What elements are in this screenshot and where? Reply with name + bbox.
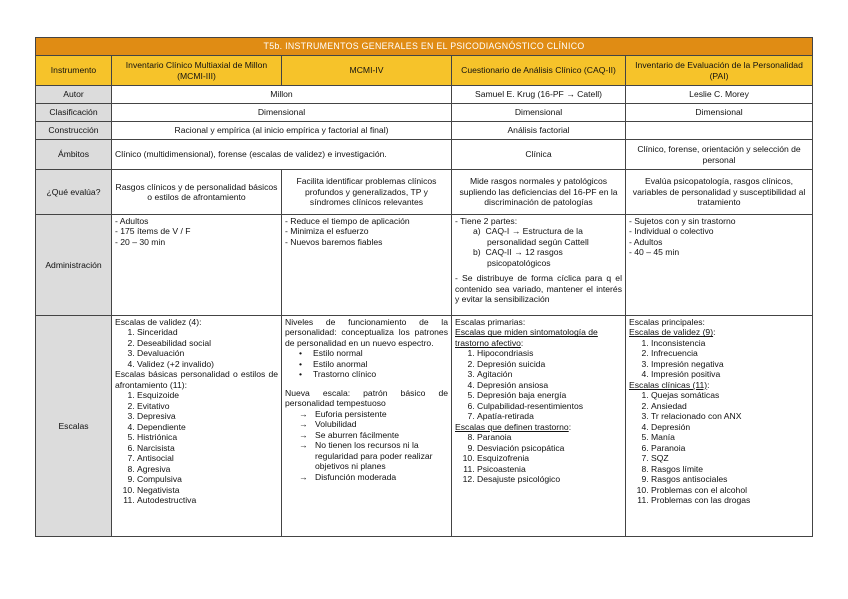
instruments-table: [35, 37, 813, 537]
mcmi4-nueva-list: [285, 409, 448, 482]
clasificacion-millon: Dimensional: [112, 104, 452, 122]
caq-trastorno-heading: Escalas que definen trastorno:: [455, 421, 572, 432]
list-item: 2. Ansiedad: [651, 401, 809, 411]
list-item: 7. Antisocial: [137, 453, 278, 463]
label-construccion: Construcción: [36, 122, 112, 140]
list-item: • Estilo anormal: [299, 359, 448, 369]
clasificacion-pai: Dimensional: [626, 104, 813, 122]
label-clasificacion: Clasificación: [36, 104, 112, 122]
label-autor: Autor: [36, 86, 112, 104]
escalas-mcmi4: [282, 316, 452, 537]
list-item: 10. Negativista: [137, 485, 278, 495]
list-item: 10. Problemas con el alcohol: [651, 485, 809, 495]
header-instrumento: Instrumento: [36, 56, 112, 86]
list-item: 2. Deseabilidad social: [137, 338, 278, 348]
list-item: 1. Hipocondriasis: [477, 348, 622, 358]
que-pai: Evalúa psicopatología, rasgos clínicos, variables de personalidad y susceptibilidad al tratamiento: [626, 170, 813, 215]
list-item: 3. Agitación: [477, 369, 622, 379]
autor-pai: Leslie C. Morey: [626, 86, 813, 104]
escalas-caq: [452, 316, 626, 537]
admin-caq: [452, 215, 626, 316]
list-item: 9. Desviación psicopática: [477, 443, 622, 453]
part-text: CAQ-I → Estructura de la personalidad según Cattell: [485, 226, 589, 247]
row-ambitos: [36, 140, 813, 170]
autor-caq: Samuel E. Krug (16-PF → Catell): [452, 86, 626, 104]
row-construccion: [36, 122, 813, 140]
pai-principales: Escalas principales:: [629, 317, 705, 327]
list-item: 5. Histriónica: [137, 432, 278, 442]
que-mcmi4: Facilita identificar problemas clínicos profundos y generalizados, TP y síndromes clínicos relevantes: [282, 170, 452, 215]
escalas-millon: [112, 316, 282, 537]
list-item: → Disfunción moderada: [299, 472, 448, 482]
list-item: 4. Depresión ansiosa: [477, 380, 622, 390]
list-item: 6. Paranoia: [651, 443, 809, 453]
list-item: 6. Culpabilidad-resentimientos: [477, 401, 622, 411]
list-item: - Adultos: [629, 237, 809, 247]
list-item: 11. Problemas con las drogas: [651, 495, 809, 505]
list-item: 6. Narcisista: [137, 443, 278, 453]
list-item: → Volubilidad: [299, 419, 448, 429]
list-item: - Tiene 2 partes:: [455, 216, 622, 226]
list-item: - 20 – 30 min: [115, 237, 278, 247]
pai-clinicas-heading: Escalas clínicas (11):: [629, 379, 710, 390]
list-item: 4. Validez (+2 invalido): [137, 359, 278, 369]
list-item: - 175 ítems de V / F: [115, 226, 278, 236]
list-item: 4. Depresión: [651, 422, 809, 432]
pai-validez-heading: Escalas de validez (9):: [629, 327, 716, 338]
millon-validez-title: Escalas de validez (4):: [115, 317, 202, 327]
list-item: → Se aburren fácilmente: [299, 430, 448, 440]
construccion-caq: Análisis factorial: [452, 122, 626, 140]
list-item: 7. Apatía-retirada: [477, 411, 622, 421]
list-item: 1. Inconsistencia: [651, 338, 809, 348]
construccion-millon: Racional y empírica (al inicio empírica y factorial al final): [112, 122, 452, 140]
list-item: 5. Manía: [651, 432, 809, 442]
escalas-pai: [626, 316, 813, 537]
list-item: 1. Sinceridad: [137, 327, 278, 337]
list-item: - Minimiza el esfuerzo: [285, 226, 448, 236]
row-que-evalua: [36, 170, 813, 215]
list-item: 2. Infrecuencia: [651, 348, 809, 358]
construccion-pai: [626, 122, 813, 140]
millon-basicas-title: Escalas básicas personalidad o estilos de afrontamiento (11):: [115, 369, 278, 390]
row-escalas: [36, 316, 813, 537]
label-que-evalua: ¿Qué evalúa?: [36, 170, 112, 215]
admin-mcmi4: [282, 215, 452, 316]
list-item: 3. Impresión negativa: [651, 359, 809, 369]
list-item: 4. Impresión positiva: [651, 369, 809, 379]
pai-clinicas-list: [629, 390, 809, 505]
que-millon: Rasgos clínicos y de personalidad básicos o estilos de afrontamiento: [112, 170, 282, 215]
list-item: 9. Compulsiva: [137, 474, 278, 484]
header-pai: Inventario de Evaluación de la Personalidad (PAI): [626, 56, 813, 86]
list-item: 2. Evitativo: [137, 401, 278, 411]
ambitos-millon: Clínico (multidimensional), forense (escalas de validez) e investigación.: [112, 140, 452, 170]
list-item: - 40 – 45 min: [629, 247, 809, 257]
ambitos-caq: Clínica: [452, 140, 626, 170]
millon-validez-list: [115, 327, 278, 369]
que-caq: Mide rasgos normales y patológicos supliendo las deficiencias del 16-PF en la discriminación de patologías: [452, 170, 626, 215]
list-item: - Nuevos baremos fiables: [285, 237, 448, 247]
list-item: 3. Tr relacionado con ANX: [651, 411, 809, 421]
ambitos-pai: Clínico, forense, orientación y selección de personal: [626, 140, 813, 170]
list-item: 8. Agresiva: [137, 464, 278, 474]
list-item: - Adultos: [115, 216, 278, 226]
list-item: 12. Desajuste psicológico: [477, 474, 622, 484]
label-escalas: Escalas: [36, 316, 112, 537]
admin-millon: [112, 215, 282, 316]
caq-primarias: Escalas primarias:: [455, 317, 526, 327]
row-autor: [36, 86, 813, 104]
list-item: 11. Autodestructiva: [137, 495, 278, 505]
pai-clinicas-title: Escalas clínicas (11): [629, 379, 708, 390]
list-item: 5. Depresión baja energía: [477, 390, 622, 400]
caq-afectivo-list: [455, 348, 622, 421]
list-item: → Euforia persistente: [299, 409, 448, 419]
list-item: • Estilo normal: [299, 348, 448, 358]
pai-validez-list: [629, 338, 809, 380]
mcmi4-niveles: Niveles de funcionamiento de la personalidad: conceptualiza los patrones de personalidad en un nuevo espectro.: [285, 317, 448, 348]
header-caq: Cuestionario de Análisis Clínico (CAQ-II): [452, 56, 626, 86]
caq-parts: [455, 226, 622, 268]
part-letter: b): [473, 247, 481, 258]
clasificacion-caq: Dimensional: [452, 104, 626, 122]
autor-millon: Millon: [112, 86, 452, 104]
caq-note: - Se distribuye de forma cíclica para q el contenido sea variado, mantener el interés y evitar la sensibilización: [455, 273, 622, 305]
mcmi4-niveles-list: [285, 348, 448, 379]
header-millon: Inventario Clínico Multiaxial de Millon (MCMI-III): [112, 56, 282, 86]
list-item: - Sujetos con y sin trastorno: [629, 216, 809, 226]
list-item: 3. Depresiva: [137, 411, 278, 421]
table-title: T5b. INSTRUMENTOS GENERALES EN EL PSICODIAGNÓSTICO CLÍNICO: [36, 38, 813, 56]
row-administracion: [36, 215, 813, 316]
caq-afectivo-title: Escalas que miden sintomatología de trastorno afectivo: [455, 327, 598, 348]
list-item: 8. Rasgos límite: [651, 464, 809, 474]
caq-part-b: [463, 247, 622, 268]
list-item: • Trastorno clínico: [299, 369, 448, 379]
caq-part-a: [463, 226, 622, 247]
header-mcmi4: MCMI-IV: [282, 56, 452, 86]
list-item: 4. Dependiente: [137, 422, 278, 432]
part-text: CAQ-II → 12 rasgos psicopatológicos: [485, 247, 563, 268]
label-ambitos: Ámbitos: [36, 140, 112, 170]
admin-pai: [626, 215, 813, 316]
list-item: - Individual o colectivo: [629, 226, 809, 236]
caq-afectivo-heading: Escalas que miden sintomatología de trastorno afectivo:: [455, 327, 598, 348]
list-item: 1. Esquizoide: [137, 390, 278, 400]
millon-basicas-list: [115, 390, 278, 505]
list-item: - Reduce el tiempo de aplicación: [285, 216, 448, 226]
list-item: 3. Devaluación: [137, 348, 278, 358]
row-clasificacion: [36, 104, 813, 122]
list-item: → No tienen los recursos ni la regularidad para poder realizar objetivos ni planes: [299, 440, 448, 471]
label-administracion: Administración: [36, 215, 112, 316]
title-row: [36, 38, 813, 56]
list-item: 9. Rasgos antisociales: [651, 474, 809, 484]
list-item: 11. Psicoastenia: [477, 464, 622, 474]
pai-validez-title: Escalas de validez (9): [629, 327, 714, 338]
list-item: 1. Quejas somáticas: [651, 390, 809, 400]
mcmi4-nueva: Nueva escala: patrón básico de personalidad tempestuoso: [285, 387, 448, 409]
list-item: 10. Esquizofrenia: [477, 453, 622, 463]
part-letter: a): [473, 226, 481, 237]
list-item: 7. SQZ: [651, 453, 809, 463]
caq-trastorno-list: [455, 432, 622, 484]
header-row: [36, 56, 813, 86]
list-item: 2. Depresión suicida: [477, 359, 622, 369]
list-item: 8. Paranoia: [477, 432, 622, 442]
caq-trastorno-title: Escalas que definen trastorno: [455, 421, 569, 432]
